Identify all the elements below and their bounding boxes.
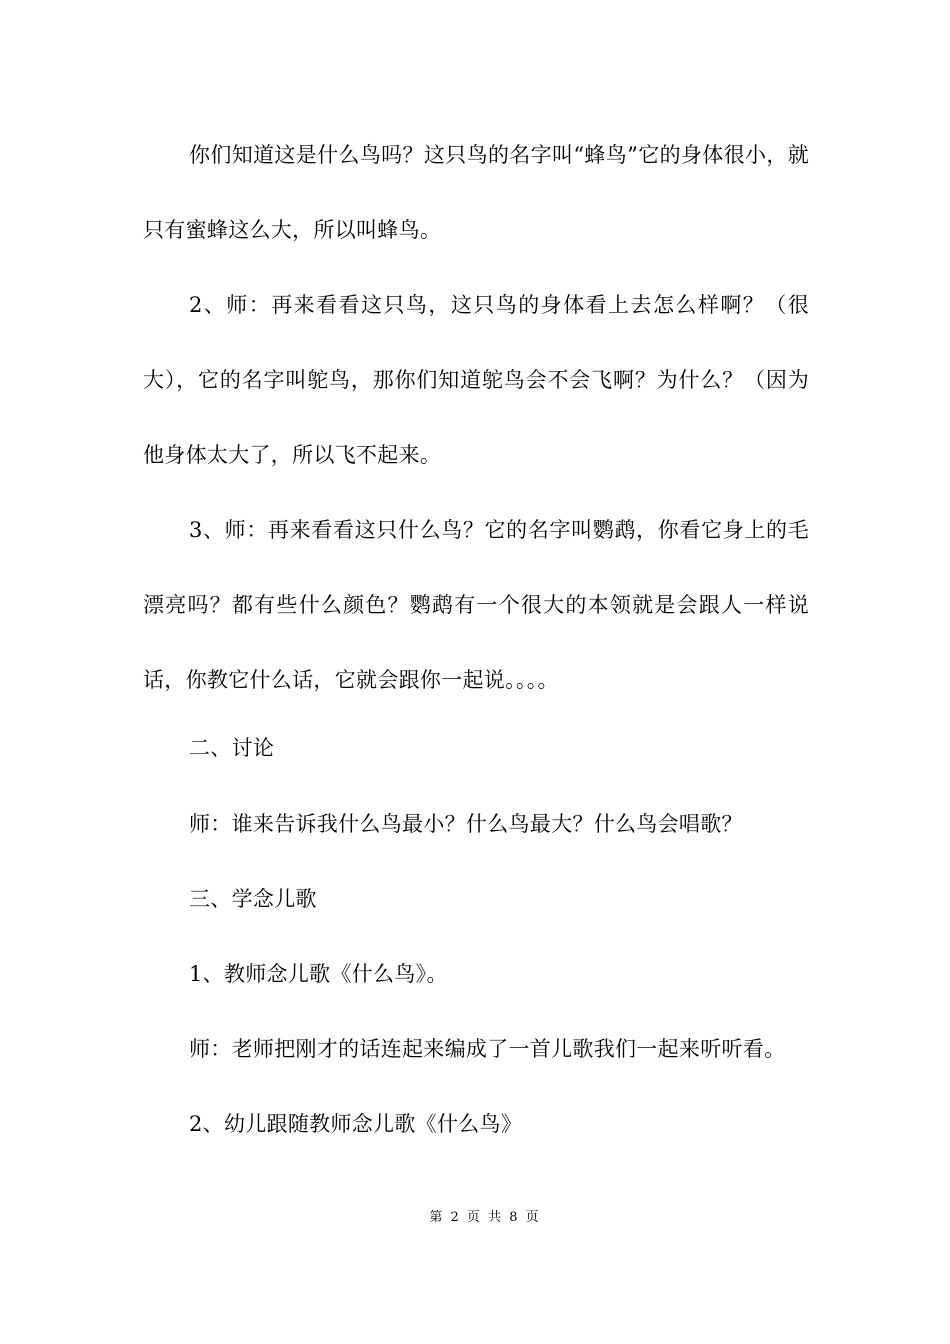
- section-heading-learn-rhyme: 三、学念儿歌: [189, 887, 317, 911]
- paragraph-teacher-explains: 师：老师把刚才的话连起来编成了一首儿歌我们一起来听听看。: [189, 1037, 786, 1061]
- page-number-footer: 第 2 页 共 8 页: [429, 1210, 541, 1225]
- paragraph-ostrich: 2、师：再来看看这只鸟，这只鸟的身体看上去怎么样啊？（很大），它的名字叫鸵鸟，那你们知道鸵鸟会不会飞啊？为什么？（因为他身体太大了，所以飞不起来。: [143, 293, 809, 467]
- paragraph-parrot: 3、师：再来看看这只什么鸟？它的名字叫鹦鹉，你看它身上的毛漂亮吗？都有些什么颜色？鹦鹉有一个很大的本领就是会跟人一样说话，你教它什么话，它就会跟你一起说。。。。: [143, 518, 809, 692]
- paragraph-hummingbird: 你们知道这是什么鸟吗？这只鸟的名字叫“蜂鸟”它的身体很小，就只有蜜蜂这么大，所以叫蜂鸟。: [143, 143, 809, 242]
- paragraph-discussion-question: 师：谁来告诉我什么鸟最小？什么鸟最大？什么鸟会唱歌？: [189, 812, 743, 836]
- paragraph-children-follow: 2、幼儿跟随教师念儿歌《什么鸟》: [189, 1112, 523, 1136]
- section-heading-discussion: 二、讨论: [189, 736, 275, 760]
- paragraph-teacher-recites: 1、教师念儿歌《什么鸟》。: [189, 962, 448, 986]
